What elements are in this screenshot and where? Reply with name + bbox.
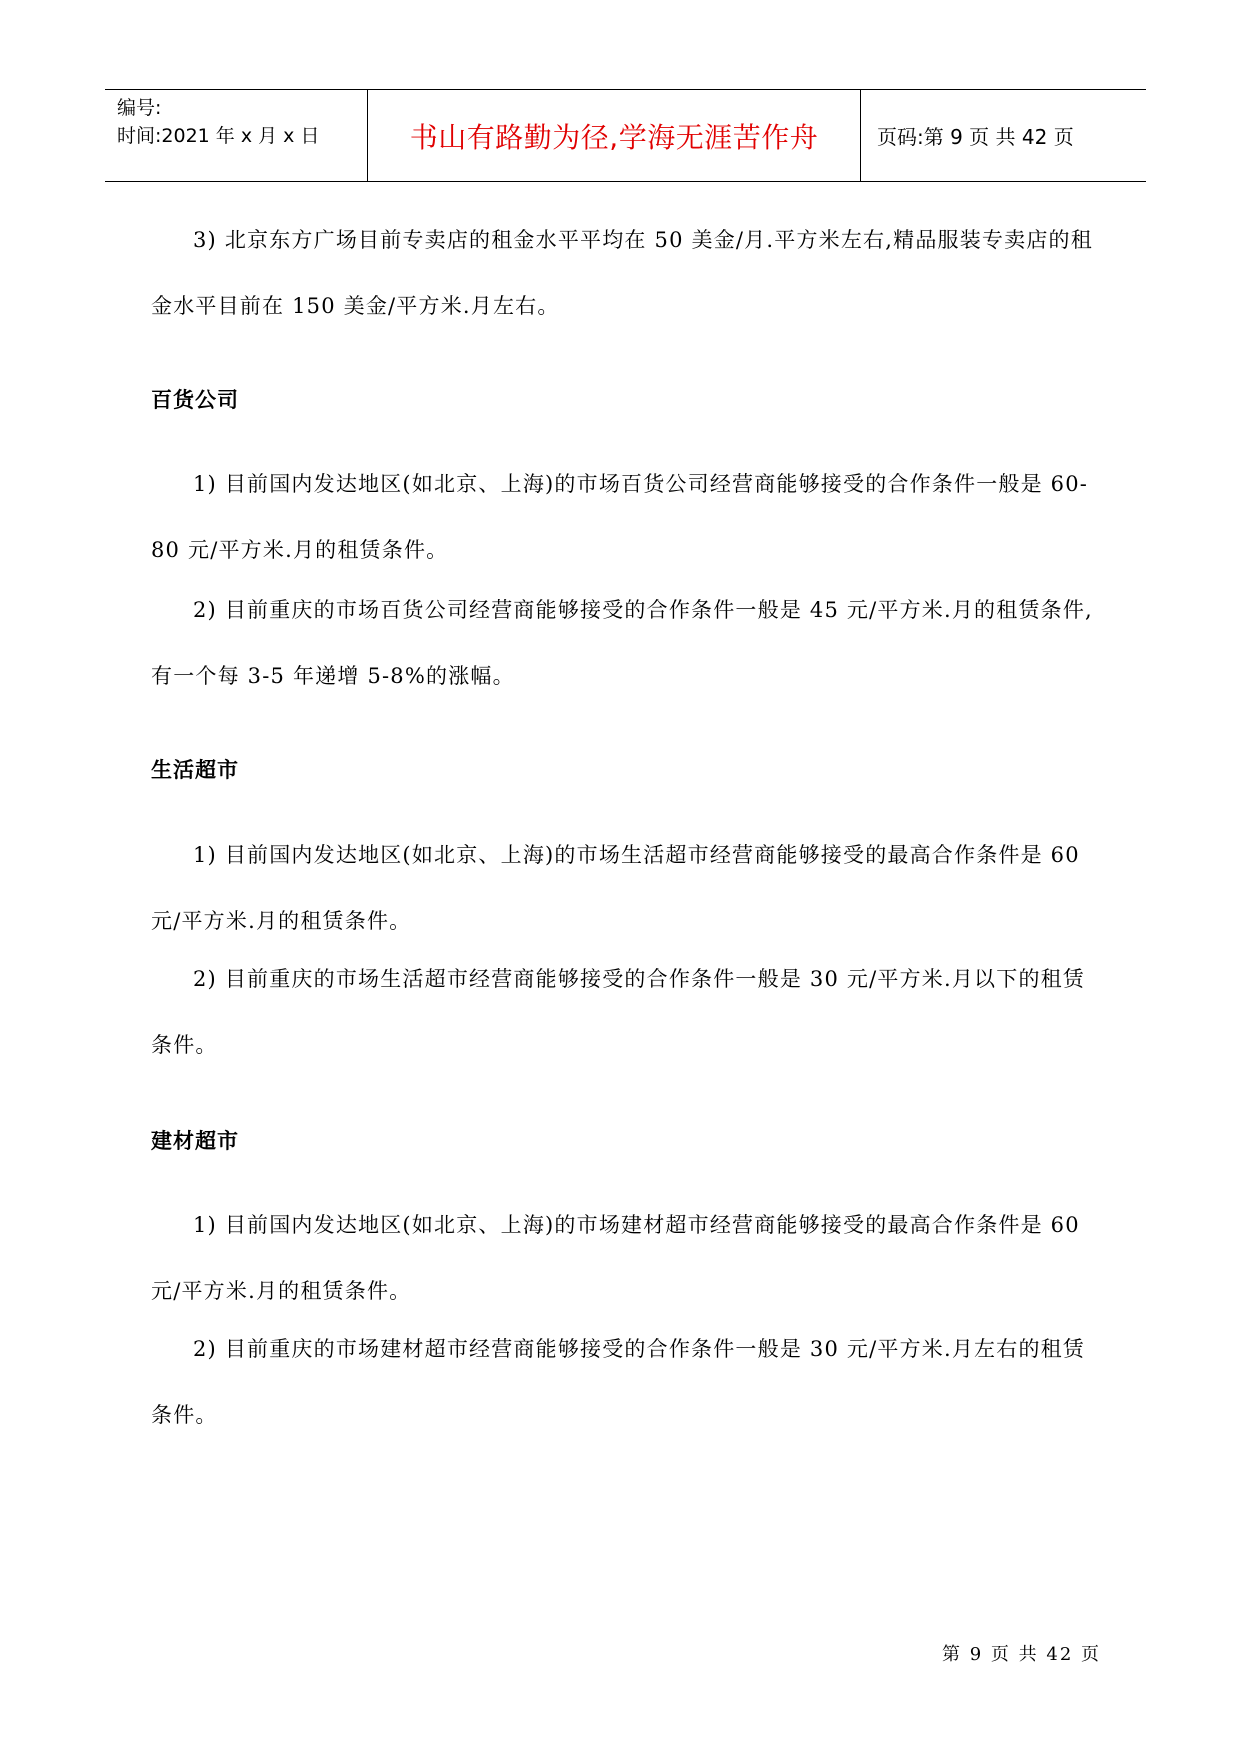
page-footer: 第 9 页 共 42 页	[942, 1644, 1101, 1665]
paragraph-building-materials-2: 2) 目前重庆的市场建材超市经营商能够接受的合作条件一般是 30 元/平方米.月左右的租赁条件。	[151, 1337, 1086, 1427]
paragraph-department-store-1: 1) 目前国内发达地区(如北京、上海)的市场百货公司经营商能够接受的合作条件一般是 60-80 元/平方米.月的租赁条件。	[151, 472, 1089, 562]
header-meta	[117, 94, 319, 150]
document-number-label: 编号:	[117, 97, 162, 119]
page-header	[105, 89, 1146, 182]
header-page-number: 页码:第 9 页 共 42 页	[877, 125, 1074, 149]
paragraph-supermarket-1: 1) 目前国内发达地区(如北京、上海)的市场生活超市经营商能够接受的最高合作条件是 60 元/平方米.月的租赁条件。	[151, 843, 1080, 933]
paragraph-beijing-rent: 3) 北京东方广场目前专卖店的租金水平平均在 50 美金/月.平方米左右,精品服装专卖店的租金水平目前在 150 美金/平方米.月左右。	[151, 228, 1093, 318]
paragraph-supermarket-2: 2) 目前重庆的市场生活超市经营商能够接受的合作条件一般是 30 元/平方米.月以下的租赁条件。	[151, 967, 1086, 1057]
document-time-label: 时间:2021 年 x 月 x 日	[117, 125, 320, 147]
section-heading-department-store: 百货公司	[151, 388, 239, 412]
header-divider-right	[860, 90, 861, 181]
paragraph-building-materials-1: 1) 目前国内发达地区(如北京、上海)的市场建材超市经营商能够接受的最高合作条件是 60 元/平方米.月的租赁条件。	[151, 1213, 1080, 1303]
header-motto: 书山有路勤为径,学海无涯苦作舟	[409, 120, 819, 154]
section-heading-building-materials: 建材超市	[151, 1129, 239, 1153]
paragraph-department-store-2: 2) 目前重庆的市场百货公司经营商能够接受的合作条件一般是 45 元/平方米.月的租赁条件,有一个每 3-5 年递增 5-8%的涨幅。	[151, 598, 1093, 688]
section-heading-supermarket: 生活超市	[151, 758, 239, 782]
